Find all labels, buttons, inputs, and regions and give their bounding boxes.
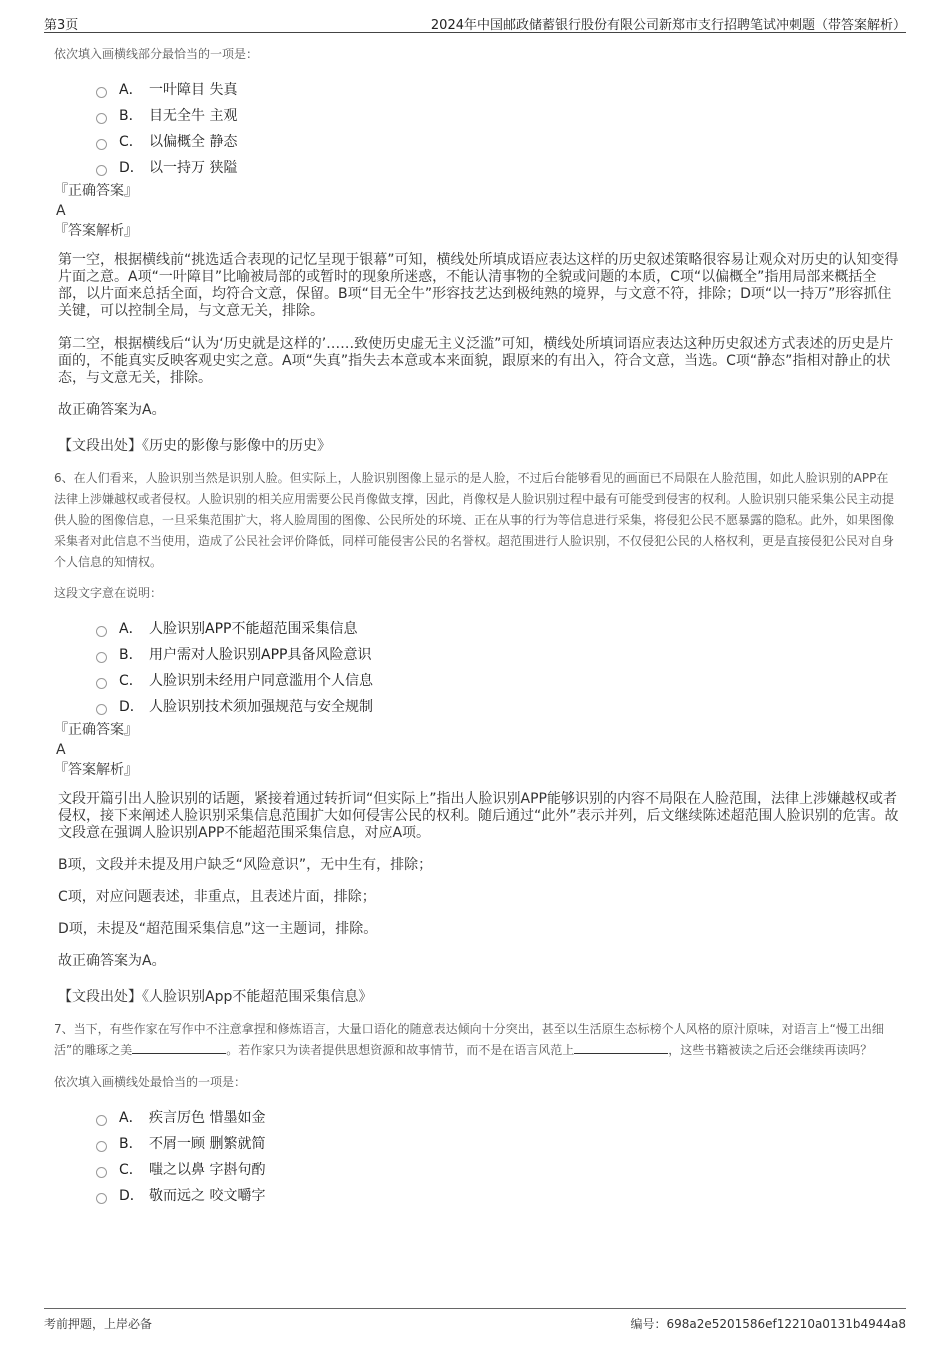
- page-footer: [44, 1308, 906, 1331]
- radio-icon[interactable]: [96, 113, 107, 124]
- q5-option-a[interactable]: A． 一叶障目 失真: [96, 77, 900, 103]
- q6-analysis-para-1: 文段开篇引出人脸识别的话题，紧接着通过转折词“但实际上”指出人脸识别APP能够识别的内容不局限在人脸范围，法律上涉嫌越权或者侵权，接下来阐述人脸识别采集信息范围扩大如何侵害公民的权利。随后通过“此外”表示并列，后文继续陈述超范围人脸识别的危害。故文段意在强调人脸识别APP不能超范围采集信息，对应A项。: [58, 791, 899, 841]
- document-content: [54, 44, 900, 1209]
- q7-stem: 依次填入画横线处最恰当的一项是：: [54, 1075, 247, 1089]
- q6-source: 【文段出处】《人脸识别App不能超范围采集信息》: [58, 989, 373, 1005]
- q5-analysis-para-2: 第二空，根据横线后“认为‘历史就是这样的’……致使历史虚无主义泛滥”可知，横线处所填词语应表达这种历史叙述方式表述的历史是片面的，不能真实反映客观史实之意。A项“失真”指失去本意或本来面貌，跟原来的有出入，符合文意，当选。C项“静态”指相对静止的状态，与文意无关，排除。: [58, 336, 894, 386]
- q6-analysis-tag: 『答案解析』: [54, 762, 138, 778]
- q5-answer-tag: 『正确答案』: [54, 183, 138, 199]
- document-title: 2024年中国邮政储蓄银行股份有限公司新郑市支行招聘笔试冲刺题（带答案解析）: [430, 18, 906, 33]
- q5-option-c[interactable]: C． 以偏概全 静态: [96, 129, 900, 155]
- q5-options: [54, 77, 900, 181]
- radio-icon[interactable]: [96, 678, 107, 689]
- radio-icon[interactable]: [96, 87, 107, 98]
- q7-question: 7、当下，有些作家在写作中不注意拿捏和修炼语言，大量口语化的随意表达倾向十分突出，甚至以生活原生态标榜个人风格的原汁原味，对语言上“慢工出细活”的雕琢之美 。若作家只为读者提供思想资源和故事情节，而不是在语言风范上 ，这些书籍被读之后还会继续再读吗？: [54, 1022, 884, 1057]
- q5-answer: A: [56, 203, 66, 219]
- q7-option-c[interactable]: C． 嗤之以鼻 字斟句酌: [96, 1157, 900, 1183]
- q6-question: 6、在人们看来，人脸识别当然是识别人脸。但实际上，人脸识别图像上显示的是人脸，不过后台能够看见的画面已不局限在人脸范围，如此人脸识别的APP在法律上涉嫌越权或者侵权。人脸识别的相关应用需要公民肖像做支撑，因此，肖像权是人脸识别过程中最有可能受到侵害的权利。人脸识别只能采集公民主动提供人脸的图像信息，一旦采集范围扩大，将人脸周围的图像、公民所处的环境、正在从事的行为等信息进行采集，将侵犯公民不愿暴露的隐私。此外，如果图像采集者对此信息不当使用，造成了公民社会评价降低，同样可能侵害公民的名誉权。超范围进行人脸识别，不仅侵犯公民的人格权利，更是直接侵犯公民对自身个人信息的知情权。: [54, 471, 895, 569]
- fill-blank-2: [574, 1041, 668, 1054]
- q6-analysis-para-2: B项，文段并未提及用户缺乏“风险意识”，无中生有，排除；: [58, 857, 433, 873]
- q5-option-b[interactable]: B． 目无全牛 主观: [96, 103, 900, 129]
- q7-option-a[interactable]: A． 疾言厉色 惜墨如金: [96, 1105, 900, 1131]
- q5-analysis-para-1: 第一空，根据横线前“挑选适合表现的记忆呈现于银幕”可知，横线处所填成语应表达这样的历史叙述策略很容易让观众对历史的认知变得片面之意。A项“一叶障目”比喻被局部的或暂时的现象所迷惑，不能认清事物的全貌或问题的本质，C项“以偏概全”指用局部来概括全部，以片面来总括全面，均符合文意，保留。B项“目无全牛”形容技艺达到极纯熟的境界，与文意不符，排除；D项“以一持万”形容抓住关键，可以控制全局，与文意无关，排除。: [58, 252, 899, 319]
- q7-option-d[interactable]: D． 敬而远之 咬文嚼字: [96, 1183, 900, 1209]
- q6-answer: A: [56, 742, 66, 758]
- q7-option-b[interactable]: B． 不屑一顾 删繁就简: [96, 1131, 900, 1157]
- q5-stem: 依次填入画横线部分最恰当的一项是：: [54, 47, 259, 61]
- radio-icon[interactable]: [96, 1193, 107, 1204]
- fill-blank-1: [132, 1041, 226, 1054]
- radio-icon[interactable]: [96, 1167, 107, 1178]
- q6-stem: 这段文字意在说明：: [54, 586, 163, 600]
- q6-answer-tag: 『正确答案』: [54, 722, 138, 738]
- q6-option-b[interactable]: B． 用户需对人脸识别APP具备风险意识: [96, 642, 900, 668]
- radio-icon[interactable]: [96, 626, 107, 637]
- q5-option-d[interactable]: D． 以一持万 狭隘: [96, 155, 900, 181]
- q5-source: 【文段出处】《历史的影像与影像中的历史》: [58, 438, 331, 454]
- q6-option-d[interactable]: D． 人脸识别技术须加强规范与安全规制: [96, 694, 900, 720]
- q6-options: [54, 616, 900, 720]
- q5-analysis-tag: 『答案解析』: [54, 223, 138, 239]
- radio-icon[interactable]: [96, 1115, 107, 1126]
- q6-option-c[interactable]: C． 人脸识别未经用户同意滥用个人信息: [96, 668, 900, 694]
- radio-icon[interactable]: [96, 704, 107, 715]
- radio-icon[interactable]: [96, 1141, 107, 1152]
- q6-option-a[interactable]: A． 人脸识别APP不能超范围采集信息: [96, 616, 900, 642]
- radio-icon[interactable]: [96, 139, 107, 150]
- footer-id: 编号：698a2e5201586ef12210a0131b4944a8: [630, 1317, 906, 1331]
- q7-options: [54, 1105, 900, 1209]
- footer-slogan: 考前押题，上岸必备: [44, 1317, 153, 1331]
- radio-icon[interactable]: [96, 652, 107, 663]
- radio-icon[interactable]: [96, 165, 107, 176]
- q5-conclusion: 故正确答案为A。: [58, 402, 166, 418]
- q6-analysis-para-4: D项，未提及“超范围采集信息”这一主题词，排除。: [58, 921, 378, 937]
- page-number: 第3页: [44, 18, 79, 33]
- q6-conclusion: 故正确答案为A。: [58, 953, 166, 969]
- q6-analysis-para-3: C项，对应问题表述，非重点，且表述片面，排除；: [58, 889, 376, 905]
- page-header: [44, 10, 906, 33]
